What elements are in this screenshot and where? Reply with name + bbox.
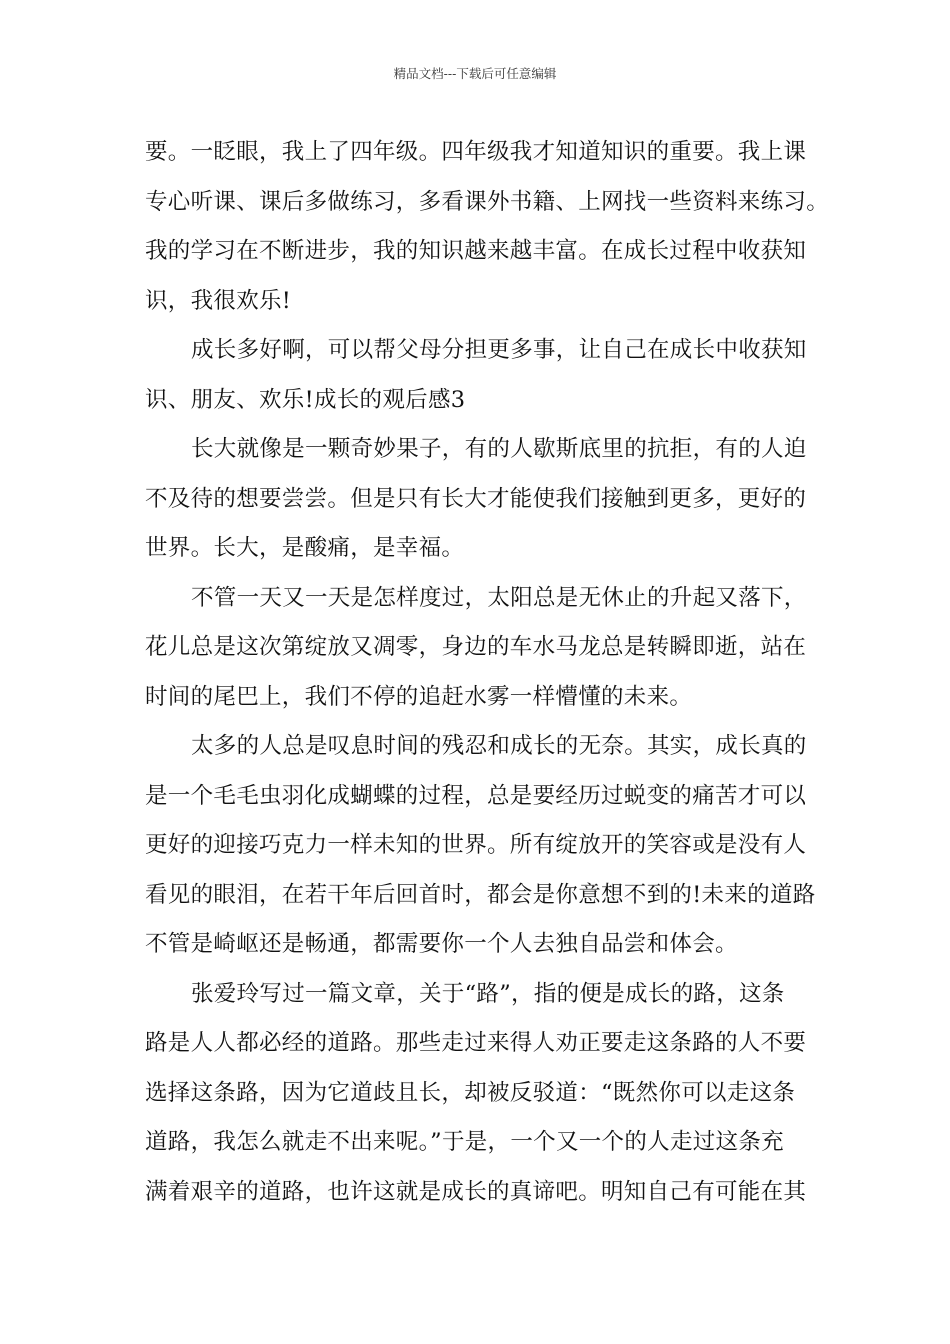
text-line: 看见的眼泪，在若干年后回首时，都会是你意想不到的!未来的道路 [145,881,816,908]
text-line: 路是人人都必经的道路。那些走过来得人劝正要走这条路的人不要 [145,1030,807,1056]
text-line: 更好的迎接巧克力一样未知的世界。所有绽放开的笑容或是没有人 [145,832,807,858]
text-line: 选择这条路，因为它道歧且长，却被反驳道：“既然你可以走这条 [145,1079,796,1106]
text-line: 世界。长大，是酸痛，是幸福。 [145,535,465,561]
text-line: 满着艰辛的道路，也许这就是成长的真谛吧。明知自己有可能在其 [145,1178,807,1205]
paragraph-first-line: 太多的人总是叹息时间的残忍和成长的无奈。其实，成长真的 [191,733,807,759]
text-line: 时间的尾巴上，我们不停的追赶水雾一样懵懂的未来。 [145,683,693,710]
text-line: 要。一眨眼，我上了四年级。四年级我才知道知识的重要。我上课 [145,139,807,165]
text-line: 识，我很欢乐! [145,287,292,314]
text-line: 花儿总是这次第绽放又凋零，身边的车水马龙总是转瞬即逝，站在 [145,634,807,660]
text-line: 专心听课、课后多做练习，多看课外书籍、上网找一些资料来练习。 [145,188,830,215]
body-text [145,128,830,1217]
paragraph-first-line: 成长多好啊，可以帮父母分担更多事，让自己在成长中收获知 [191,337,807,363]
text-line: 道路，我怎么就走不出来呢。”于是，一个又一个的人走过这条充 [145,1129,784,1155]
page-header: 精品文档---下载后可任意编辑 [393,66,557,81]
paragraph-first-line: 不管一天又一天是怎样度过，太阳总是无休止的升起又落下， [191,584,807,611]
text-line: 我的学习在不断进步，我的知识越来越丰富。在成长过程中收获知 [145,238,807,264]
text-line: 是一个毛毛虫羽化成蝴蝶的过程，总是要经历过蜕变的痛苦才可以 [145,782,807,809]
paragraph-first-line: 张爱玲写过一篇文章，关于“路”，指的便是成长的路，这条 [191,980,785,1007]
paragraph-first-line: 长大就像是一颗奇妙果子，有的人歇斯底里的抗拒，有的人迫 [191,436,807,462]
text-line: 不及待的想要尝尝。但是只有长大才能使我们接触到更多，更好的 [145,485,807,512]
text-line: 识、朋友、欢乐!成长的观后感3 [145,386,466,413]
text-line: 不管是崎岖还是畅通，都需要你一个人去独自品尝和体会。 [145,931,738,957]
